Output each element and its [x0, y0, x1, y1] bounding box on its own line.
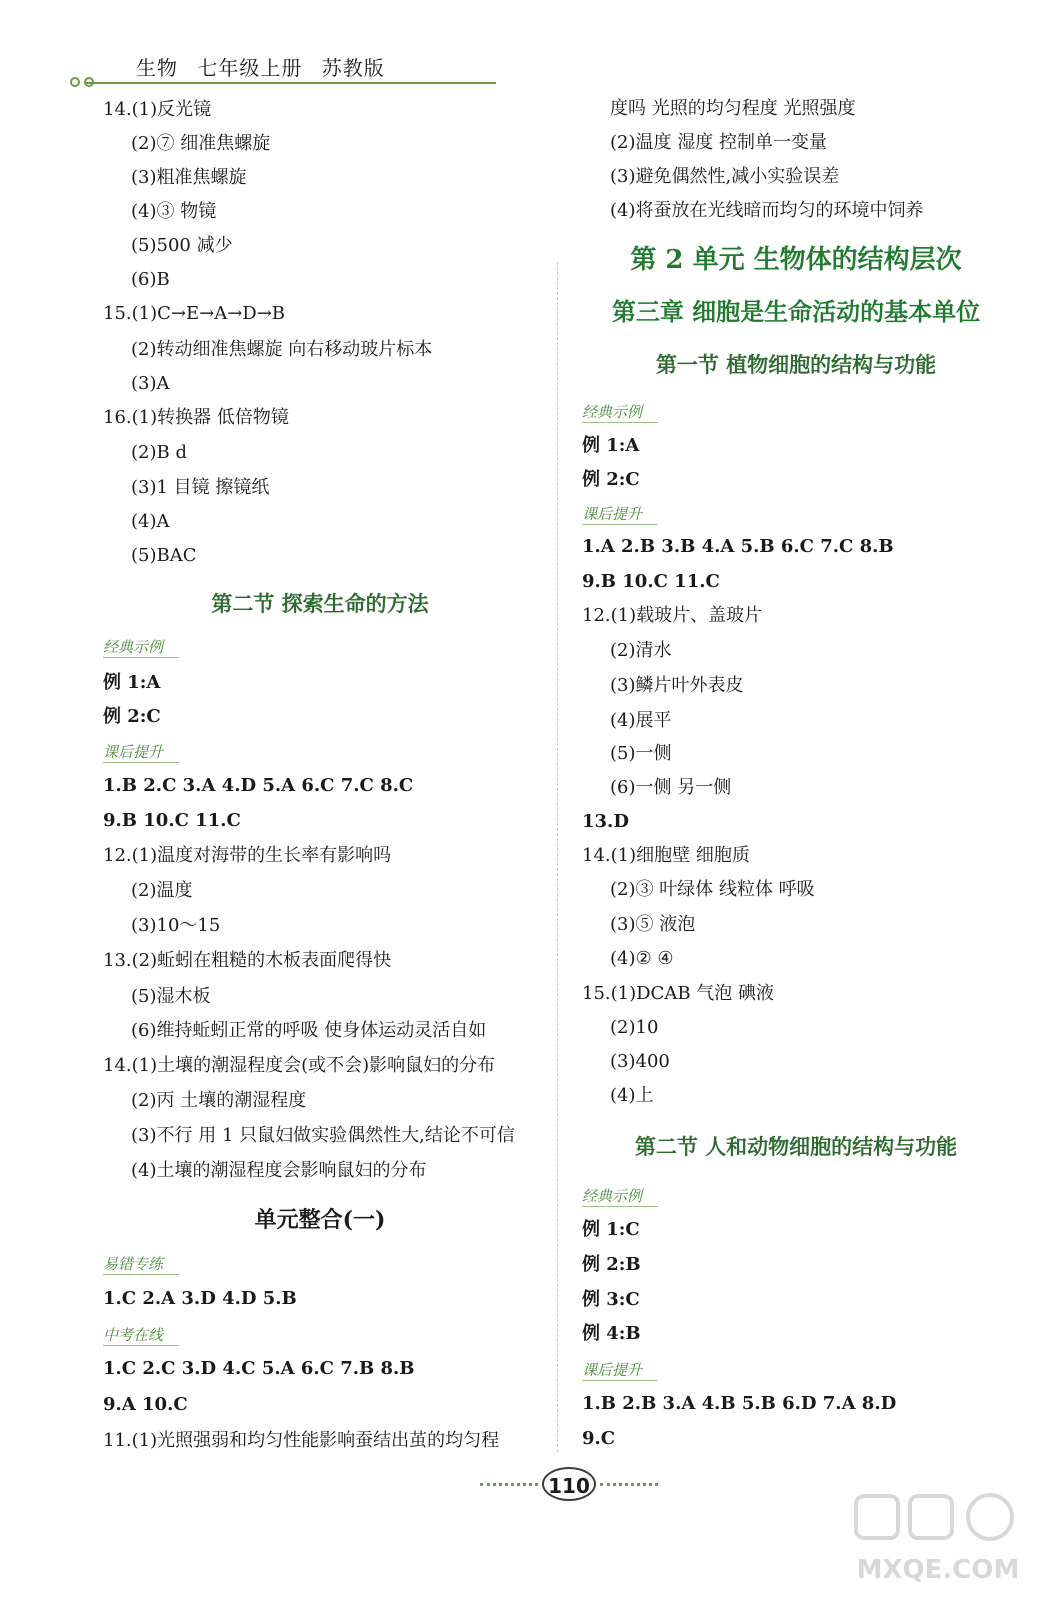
answer-line: (6)一侧 另一侧 [610, 777, 732, 798]
answer-line: (2)温度 湿度 控制单一变量 [610, 132, 827, 153]
section-label: 中考在线 [103, 1326, 164, 1344]
answer-line: 14.(1)细胞壁 细胞质 [582, 845, 750, 866]
answer-line: (6)维持蚯蚓正常的呼吸 使身体运动灵活自如 [131, 1020, 487, 1041]
answer-line: (2)丙 土壤的潮湿程度 [131, 1090, 307, 1111]
answer-line: 1.C 2.C 3.D 4.C 5.A 6.C 7.B 8.B [103, 1358, 415, 1379]
answer-line: (3)鳞片叶外表皮 [610, 675, 744, 696]
section-label-underline [103, 1274, 179, 1275]
answer-line: 9.C [582, 1428, 616, 1449]
answer-line: (3)400 [610, 1051, 670, 1072]
answer-line: (4)A [131, 511, 170, 532]
watermark-text: MXQE.COM [856, 1555, 1020, 1585]
answer-line: 13.(2)蚯蚓在粗糙的木板表面爬得快 [103, 950, 392, 971]
answer-line: 15.(1)C→E→A→D→B [103, 303, 286, 324]
answer-line: (2)③ 叶绿体 线粒体 呼吸 [610, 879, 815, 900]
page-number: 110 [542, 1467, 596, 1501]
header-rule [84, 82, 496, 84]
section-label: 课后提升 [582, 505, 643, 523]
answer-line: (2)B d [131, 442, 187, 463]
section-label: 课后提升 [582, 1361, 643, 1379]
answer-line: 9.B 10.C 11.C [103, 810, 241, 831]
answer-line: 例 2:C [103, 706, 161, 727]
page-number-dots-left [480, 1483, 538, 1486]
chapter-title: 第三章 细胞是生命活动的基本单位 [611, 297, 981, 326]
header-ornament-dot [70, 77, 80, 87]
answer-line: (3)1 目镜 擦镜纸 [131, 477, 270, 498]
answer-line: (4)上 [610, 1085, 654, 1106]
section-label: 易错专练 [103, 1255, 164, 1273]
section-heading: 第一节 植物细胞的结构与功能 [655, 352, 937, 377]
section-label: 经典示例 [103, 638, 164, 656]
answer-line: 12.(1)温度对海带的生长率有影响吗 [103, 845, 392, 866]
answer-line: 1.C 2.A 3.D 4.D 5.B [103, 1288, 297, 1309]
column-divider [557, 262, 558, 1452]
answer-line: (4)土壤的潮湿程度会影响鼠妇的分布 [131, 1160, 427, 1181]
answer-line: 13.D [582, 811, 629, 832]
section-label-underline [103, 657, 179, 658]
answer-line: (3)粗准焦螺旋 [131, 167, 247, 188]
answer-line: 例 3:C [582, 1289, 640, 1310]
answer-line: 例 1:C [582, 1219, 640, 1240]
answer-line: (3)避免偶然性,减小实验误差 [610, 166, 840, 187]
answer-line: 例 1:A [582, 435, 640, 456]
header-title: 生物 七年级上册 苏教版 [136, 56, 385, 80]
answer-line: (4)③ 物镜 [131, 201, 217, 222]
page-number-area [480, 1465, 660, 1505]
answer-line: (2)温度 [131, 880, 193, 901]
section-label-underline [582, 1380, 658, 1381]
answer-line: (2)清水 [610, 640, 672, 661]
answer-line: (2)10 [610, 1017, 659, 1038]
answer-line: (5)一侧 [610, 743, 672, 764]
section-label-underline [582, 524, 658, 525]
answer-line: 1.A 2.B 3.B 4.A 5.B 6.C 7.C 8.B [582, 536, 894, 557]
answer-line: (5)BAC [131, 545, 197, 566]
answer-line: (3)10～15 [131, 915, 221, 936]
answer-line: (2)⑦ 细准焦螺旋 [131, 133, 271, 154]
answer-line: (4)将蚕放在光线暗而均匀的环境中饲养 [610, 200, 924, 221]
page-number-dots-right [600, 1483, 658, 1486]
answer-line: (4)展平 [610, 710, 672, 731]
unit-summary-heading: 单元整合(一) [254, 1207, 386, 1233]
unit-title: 第 2 单元 生物体的结构层次 [630, 245, 962, 275]
answer-line: 12.(1)载玻片、盖玻片 [582, 605, 763, 626]
running-header [70, 50, 500, 90]
answer-line: 14.(1)土壤的潮湿程度会(或不会)影响鼠妇的分布 [103, 1055, 496, 1076]
section-label-underline [582, 1206, 658, 1207]
answer-line: 1.B 2.C 3.A 4.D 5.A 6.C 7.C 8.C [103, 775, 414, 796]
section-heading: 第二节 人和动物细胞的结构与功能 [634, 1134, 958, 1159]
answer-line: (6)B [131, 269, 170, 290]
answer-line: (3)⑤ 液泡 [610, 914, 696, 935]
answer-line: 例 2:B [582, 1254, 641, 1275]
answer-line: 9.A 10.C [103, 1394, 188, 1415]
answer-line: 度吗 光照的均匀程度 光照强度 [610, 98, 856, 119]
answer-line: 14.(1)反光镜 [103, 99, 212, 120]
answer-line: 1.B 2.B 3.A 4.B 5.B 6.D 7.A 8.D [582, 1393, 897, 1414]
answer-line: 例 2:C [582, 469, 640, 490]
section-label-underline [103, 1345, 179, 1346]
section-label: 课后提升 [103, 743, 164, 761]
section-heading: 第二节 探索生命的方法 [211, 591, 429, 616]
answer-line: 16.(1)转换器 低倍物镜 [103, 407, 289, 428]
answer-line: (4)② ④ [610, 948, 674, 969]
answer-line: (2)转动细准焦螺旋 向右移动玻片标本 [131, 339, 433, 360]
section-label-underline [582, 422, 658, 423]
section-label-underline [103, 762, 179, 763]
answer-line: 15.(1)DCAB 气泡 碘液 [582, 983, 774, 1004]
answer-line: (5)湿木板 [131, 986, 211, 1007]
answer-line: 9.B 10.C 11.C [582, 571, 720, 592]
answer-line: 例 4:B [582, 1323, 641, 1344]
watermark-logo [848, 1490, 1028, 1590]
answer-line: (3)A [131, 373, 170, 394]
answer-line: (5)500 减少 [131, 235, 233, 256]
section-label: 经典示例 [582, 403, 643, 421]
answer-line: 11.(1)光照强弱和均匀性能影响蚕结出茧的均匀程 [103, 1430, 500, 1451]
answer-line: (3)不行 用 1 只鼠妇做实验偶然性大,结论不可信 [131, 1125, 515, 1146]
answer-line: 例 1:A [103, 672, 161, 693]
section-label: 经典示例 [582, 1187, 643, 1205]
